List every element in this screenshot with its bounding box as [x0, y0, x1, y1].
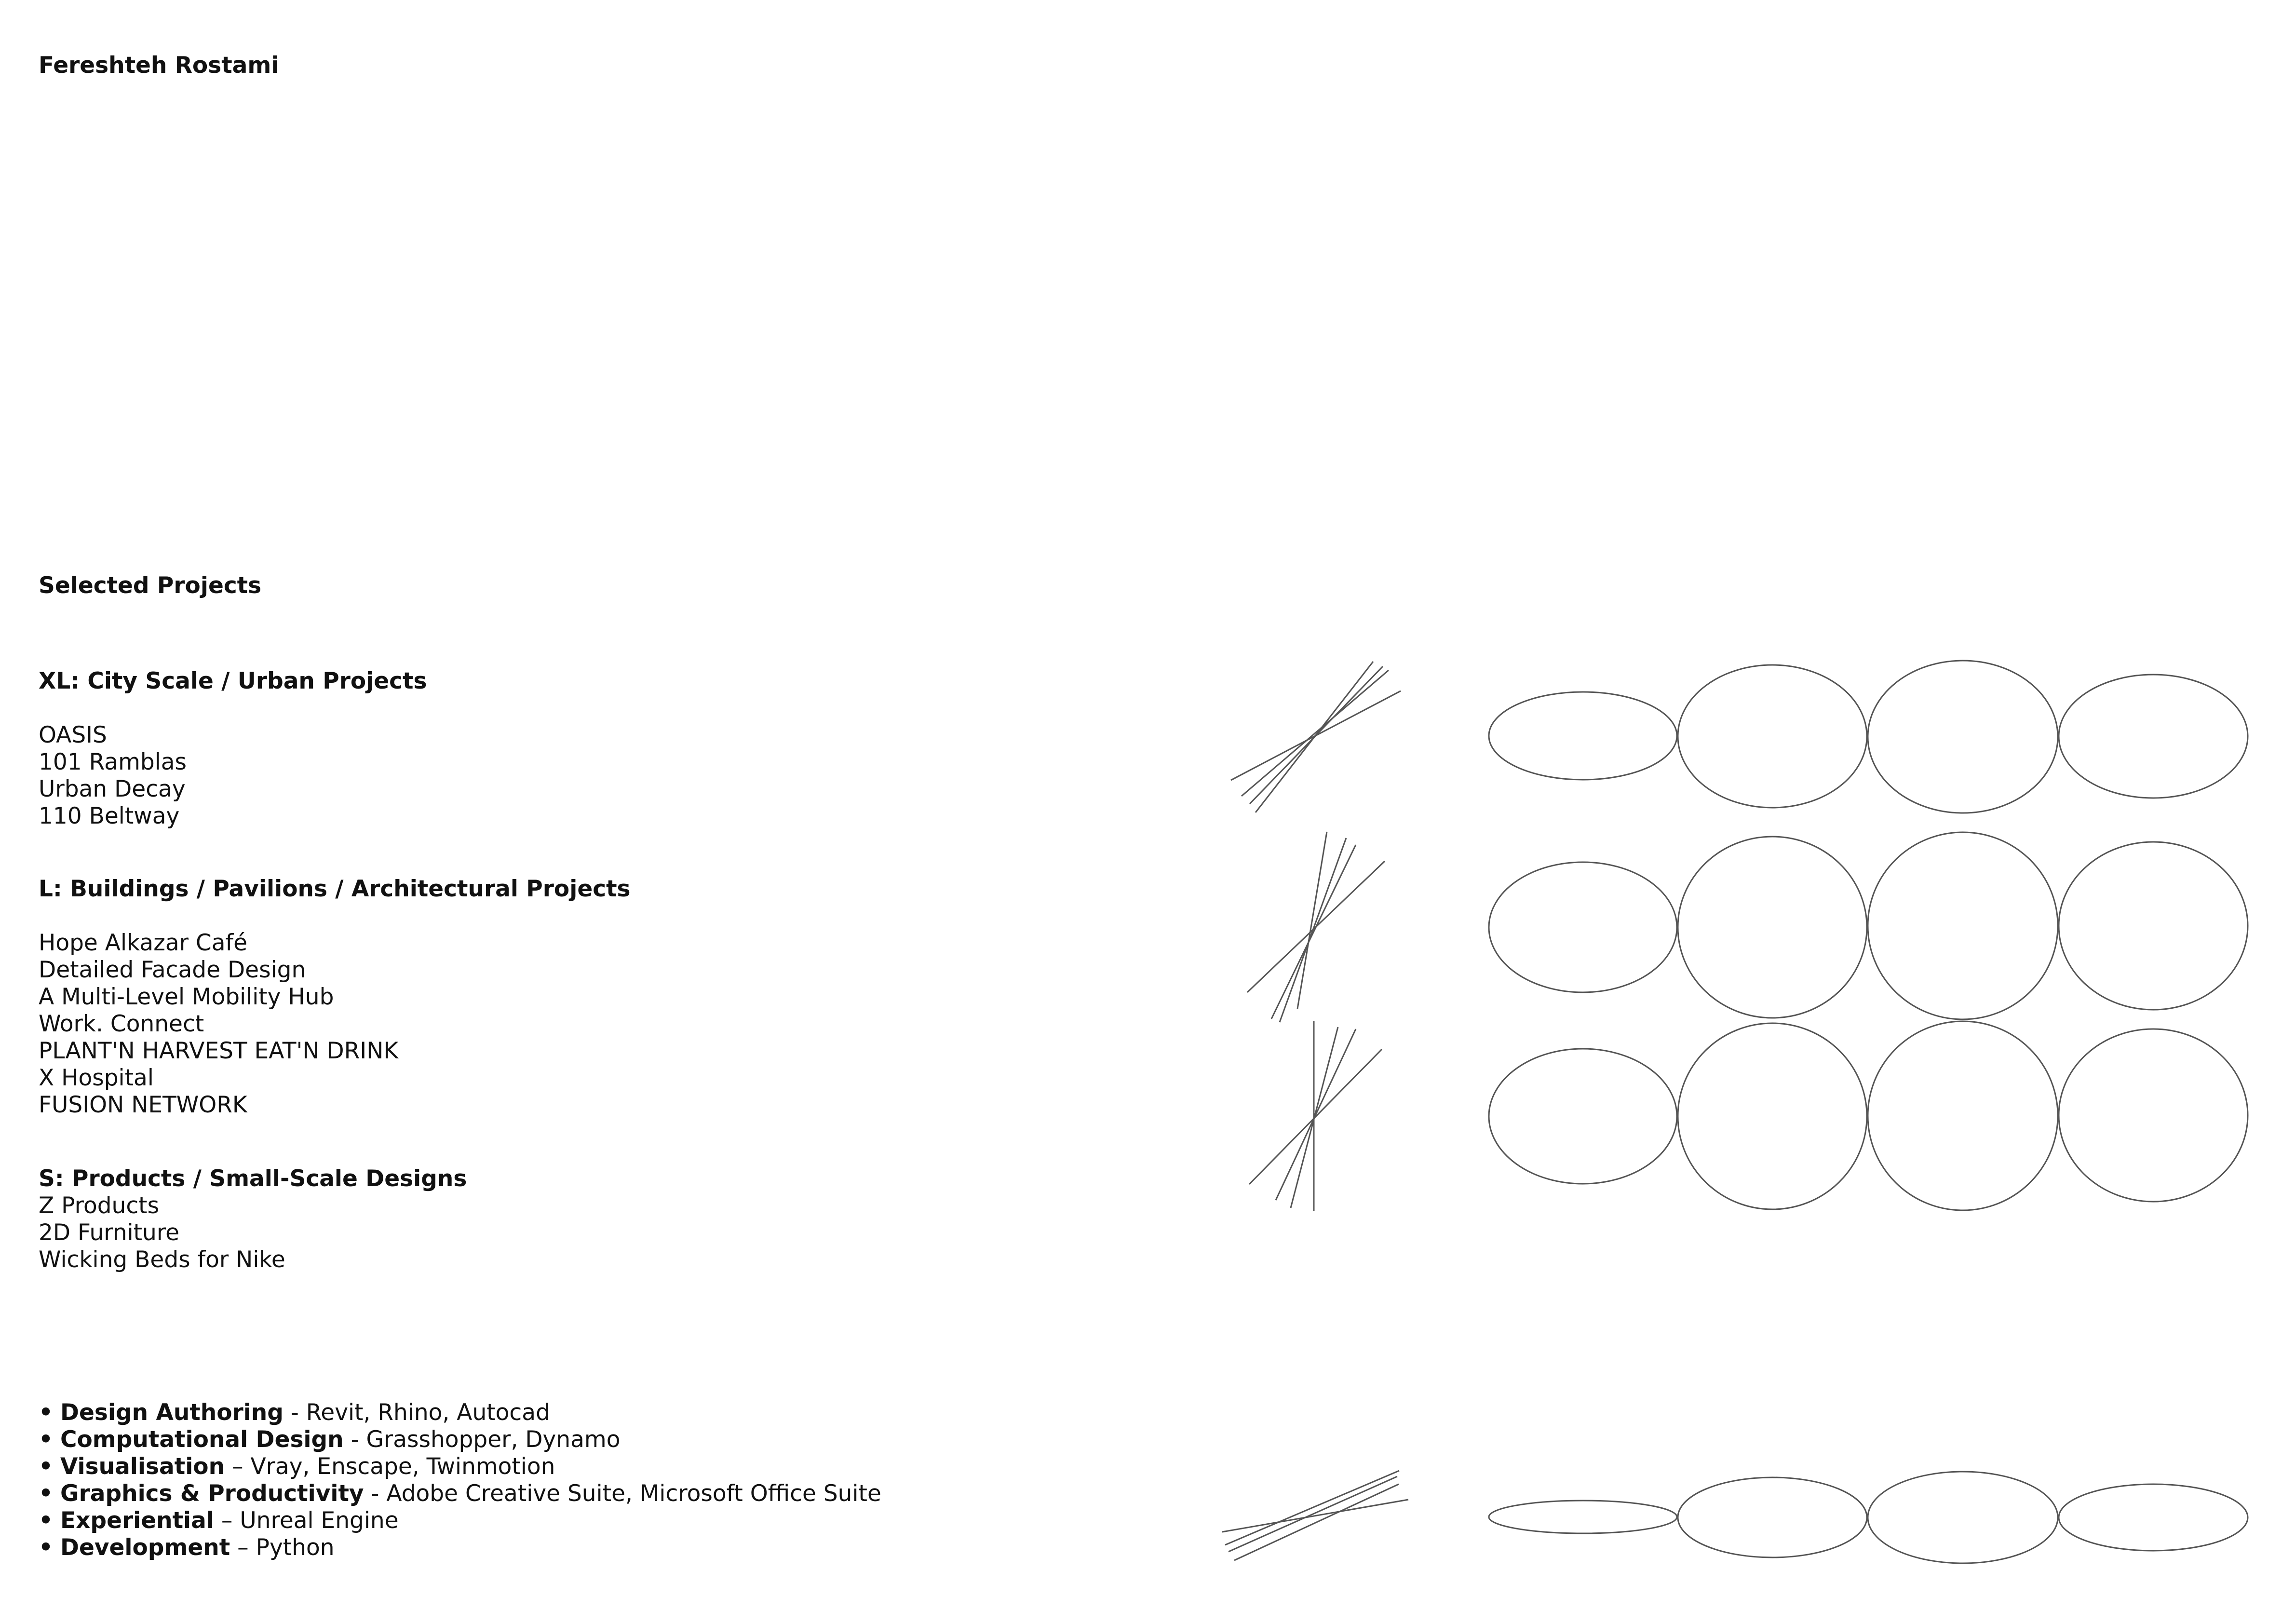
- ellipse: [2059, 1484, 2248, 1551]
- skill-label: Experiential: [60, 1507, 214, 1534]
- bullet-icon: •: [39, 1426, 54, 1453]
- fan-line: [1280, 838, 1346, 1022]
- ellipse: [1678, 837, 1867, 1018]
- skill-tools: - Adobe Creative Suite, Microsoft Office Suite: [364, 1480, 881, 1507]
- fan-line: [1271, 845, 1356, 1019]
- category-xl-title: : City Scale / Urban Projects: [70, 668, 427, 694]
- ellipse-row-1: [1489, 661, 2248, 813]
- project-item[interactable]: 101 Ramblas: [39, 749, 187, 775]
- fan-lines-row-1: [1231, 662, 1401, 812]
- ellipse: [1489, 1501, 1677, 1533]
- skill-label: Visualisation: [60, 1453, 225, 1480]
- fan-line: [1256, 662, 1373, 812]
- skill-tools: – Python: [230, 1534, 335, 1561]
- ellipse: [1868, 832, 2058, 1019]
- project-item[interactable]: PLANT'N HARVEST EAT'N DRINK: [39, 1038, 399, 1064]
- ellipse: [1489, 862, 1677, 992]
- bullet-icon: •: [39, 1507, 54, 1534]
- ellipse: [2059, 842, 2248, 1010]
- skill-tools: – Vray, Enscape, Twinmotion: [225, 1453, 555, 1480]
- ellipse: [2059, 675, 2248, 798]
- ellipse-row-3: [1489, 1021, 2248, 1210]
- skill-label: Graphics & Productivity: [60, 1480, 364, 1507]
- section-title: Selected Projects: [39, 572, 262, 599]
- ellipse: [1868, 1021, 2058, 1210]
- category-xl-tag: XL: [39, 668, 71, 694]
- skill-tools: - Revit, Rhino, Autocad: [283, 1399, 550, 1426]
- skill-tools: - Grasshopper, Dynamo: [343, 1426, 621, 1453]
- bullet-icon: •: [39, 1534, 54, 1561]
- project-item[interactable]: Hope Alkazar Café: [39, 930, 248, 956]
- fan-lines-row-4: [1222, 1471, 1408, 1560]
- bullet-icon: •: [39, 1399, 54, 1426]
- project-item[interactable]: 2D Furniture: [39, 1219, 180, 1246]
- skill-label: Computational Design: [60, 1426, 344, 1453]
- category-s-tag: S: [39, 1165, 55, 1192]
- category-s-title: : Products / Small-Scale Designs: [54, 1165, 467, 1192]
- project-item[interactable]: Work. Connect: [39, 1011, 204, 1037]
- project-item[interactable]: FUSION NETWORK: [39, 1092, 247, 1118]
- ellipse: [2059, 1029, 2248, 1202]
- ellipse: [1678, 1477, 1867, 1557]
- ellipse: [1489, 1049, 1677, 1184]
- project-item[interactable]: Urban Decay: [39, 776, 186, 802]
- bullet-icon: •: [39, 1453, 54, 1480]
- ellipse: [1868, 1472, 2058, 1563]
- fan-line: [1225, 1471, 1399, 1545]
- project-item[interactable]: Wicking Beds for Nike: [39, 1246, 285, 1273]
- fan-line: [1234, 1484, 1399, 1560]
- skill-label: Development: [60, 1534, 230, 1561]
- skill-label: Design Authoring: [60, 1399, 284, 1426]
- ellipse-row-2: [1489, 832, 2248, 1019]
- project-item[interactable]: OASIS: [39, 722, 107, 748]
- ellipse: [1868, 661, 2058, 813]
- ellipse: [1678, 665, 1867, 808]
- ellipse: [1489, 692, 1677, 780]
- fan-lines-row-3: [1249, 1021, 1382, 1211]
- skill-tools: – Unreal Engine: [214, 1507, 399, 1534]
- ellipse: [1678, 1023, 1867, 1209]
- category-l-tag: L: [39, 876, 53, 902]
- author-name: Fereshteh Rostami: [39, 52, 279, 79]
- project-item[interactable]: X Hospital: [39, 1065, 154, 1091]
- fan-line: [1222, 1500, 1408, 1532]
- bullet-icon: •: [39, 1480, 54, 1507]
- project-item[interactable]: 110 Beltway: [39, 803, 180, 829]
- ellipse-row-4: [1489, 1472, 2248, 1563]
- fan-line: [1228, 1476, 1397, 1552]
- fan-line: [1242, 670, 1389, 796]
- project-item[interactable]: A Multi-Level Mobility Hub: [39, 984, 334, 1010]
- project-item[interactable]: Detailed Facade Design: [39, 957, 306, 983]
- project-item[interactable]: Z Products: [39, 1192, 160, 1219]
- category-l-title: : Buildings / Pavilions / Architectural Projects: [53, 876, 631, 902]
- fan-lines-row-2: [1247, 832, 1385, 1022]
